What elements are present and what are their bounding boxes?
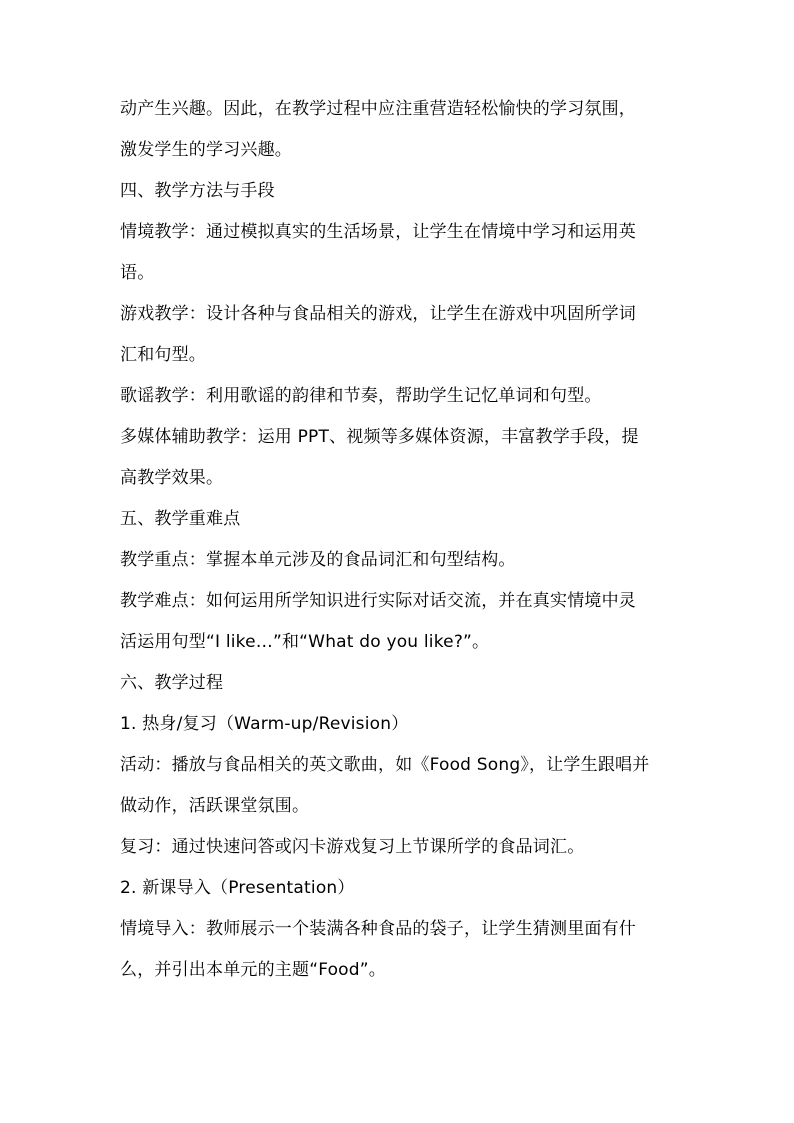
section-heading: 六、教学过程 — [120, 673, 224, 693]
paragraph-line: 情境导入：教师展示一个装满各种食品的袋子，让学生猜测里面有什 — [120, 919, 636, 939]
paragraph-line: 复习：通过快速问答或闪卡游戏复习上节课所学的食品词汇。 — [120, 837, 585, 857]
paragraph-line: 做动作，活跃课堂氛围。 — [120, 796, 310, 816]
paragraph-line: 高教学效果。 — [120, 468, 224, 488]
paragraph-line: 情境教学：通过模拟真实的生活场景，让学生在情境中学习和运用英 — [120, 222, 636, 242]
subsection-heading: 1. 热身/复习（Warm-up/Revision） — [120, 714, 409, 734]
subsection-heading: 2. 新课导入（Presentation） — [120, 878, 355, 898]
paragraph-line: 教学难点：如何运用所学知识进行实际对话交流，并在真实情境中灵 — [120, 591, 636, 611]
paragraph-line: 活动：播放与食品相关的英文歌曲，如《Food Song》，让学生跟唱并 — [120, 755, 650, 775]
paragraph-line: 汇和句型。 — [120, 345, 206, 365]
document-body — [120, 98, 680, 1000]
paragraph-line: 游戏教学：设计各种与食品相关的游戏，让学生在游戏中巩固所学词 — [120, 304, 636, 324]
paragraph-line: 多媒体辅助教学：运用 PPT、视频等多媒体资源，丰富教学手段，提 — [120, 427, 639, 447]
paragraph-line: 活运用句型“I like…”和“What do you like?”。 — [120, 632, 490, 652]
paragraph-line: 语。 — [120, 263, 155, 283]
paragraph-line: 教学重点：掌握本单元涉及的食品词汇和句型结构。 — [120, 550, 516, 570]
paragraph-line: 么，并引出本单元的主题“Food”。 — [120, 960, 386, 980]
paragraph-line: 动产生兴趣。因此，在教学过程中应注重营造轻松愉快的学习氛围， — [120, 99, 636, 119]
section-heading: 五、教学重难点 — [120, 509, 241, 529]
paragraph-line: 歌谣教学：利用歌谣的韵律和节奏，帮助学生记忆单词和句型。 — [120, 386, 602, 406]
paragraph-line: 激发学生的学习兴趣。 — [120, 140, 292, 160]
section-heading: 四、教学方法与手段 — [120, 181, 275, 201]
